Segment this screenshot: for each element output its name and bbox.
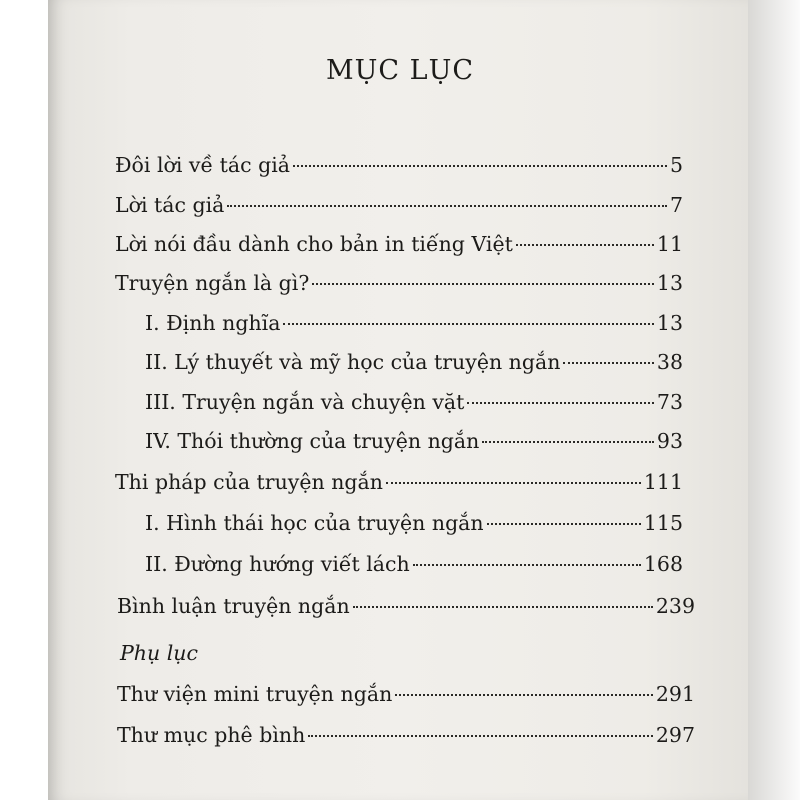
toc-entry-label: IV. Thói thường của truyện ngắn (145, 429, 480, 453)
toc-entry-page: 73 (656, 390, 683, 414)
toc-entry (145, 508, 683, 538)
toc-entry-page: 111 (643, 470, 683, 494)
toc-entry (117, 591, 695, 621)
dot-leader (482, 441, 654, 443)
toc-entry-page: 93 (656, 429, 683, 453)
toc-entry (117, 720, 695, 750)
toc-entry (115, 229, 683, 259)
toc-entry-page: 38 (656, 350, 683, 374)
toc-entry-page: 168 (643, 552, 683, 576)
toc-entry-page: 5 (669, 153, 683, 177)
toc-entry (145, 347, 683, 377)
toc-entry-page: 13 (656, 311, 683, 335)
toc-entry (145, 387, 683, 417)
toc-entry-label: I. Định nghĩa (145, 311, 281, 335)
toc-entry (117, 679, 695, 709)
toc-entry-label: Lời tác giả (115, 193, 225, 217)
toc-entry-page: 13 (656, 271, 683, 295)
toc-entry (115, 190, 683, 220)
toc-entry (115, 268, 683, 298)
dot-leader (487, 523, 641, 525)
dot-leader (227, 205, 667, 207)
dot-leader (386, 482, 641, 484)
dot-leader (353, 606, 653, 608)
toc-entry (115, 467, 683, 497)
toc-entry-label: II. Đường hướng viết lách (145, 552, 410, 576)
toc-entry-page: 239 (655, 594, 695, 618)
dot-leader (395, 694, 653, 696)
toc-entry-page: 11 (656, 232, 683, 256)
toc-entry-label: Truyện ngắn là gì? (115, 271, 310, 295)
toc-entry-label: Thi pháp của truyện ngắn (115, 470, 383, 494)
toc-entry (145, 426, 683, 456)
toc-entry-label: I. Hình thái học của truyện ngắn (145, 511, 484, 535)
toc-entry-label: Đôi lời về tác giả (115, 153, 291, 177)
toc-entry-page: 115 (643, 511, 683, 535)
appendix-heading: Phụ lục (120, 641, 198, 665)
dot-leader (308, 735, 653, 737)
dot-leader (563, 362, 653, 364)
toc-entry-label: Thư mục phê bình (117, 723, 306, 747)
toc-entry-page: 291 (655, 682, 695, 706)
toc-entry-page: 297 (655, 723, 695, 747)
toc-entry-label: II. Lý thuyết và mỹ học của truyện ngắn (145, 350, 561, 374)
dot-leader (293, 165, 667, 167)
dot-leader (283, 323, 653, 325)
toc-entry-page: 7 (669, 193, 683, 217)
page-title: MỤC LỤC (326, 55, 474, 86)
toc-entry (115, 150, 683, 180)
toc-entry-label: Thư viện mini truyện ngắn (117, 682, 393, 706)
toc-entry (145, 549, 683, 579)
page-edge-shadow (748, 0, 800, 800)
dot-leader (312, 283, 654, 285)
dot-leader (516, 244, 654, 246)
dot-leader (413, 564, 641, 566)
toc-entry-label: Lời nói đầu dành cho bản in tiếng Việt (115, 232, 513, 256)
dot-leader (467, 402, 654, 404)
toc-entry-label: III. Truyện ngắn và chuyện vặt (145, 390, 465, 414)
toc-entry (145, 308, 683, 338)
toc-entry-label: Bình luận truyện ngắn (117, 594, 350, 618)
